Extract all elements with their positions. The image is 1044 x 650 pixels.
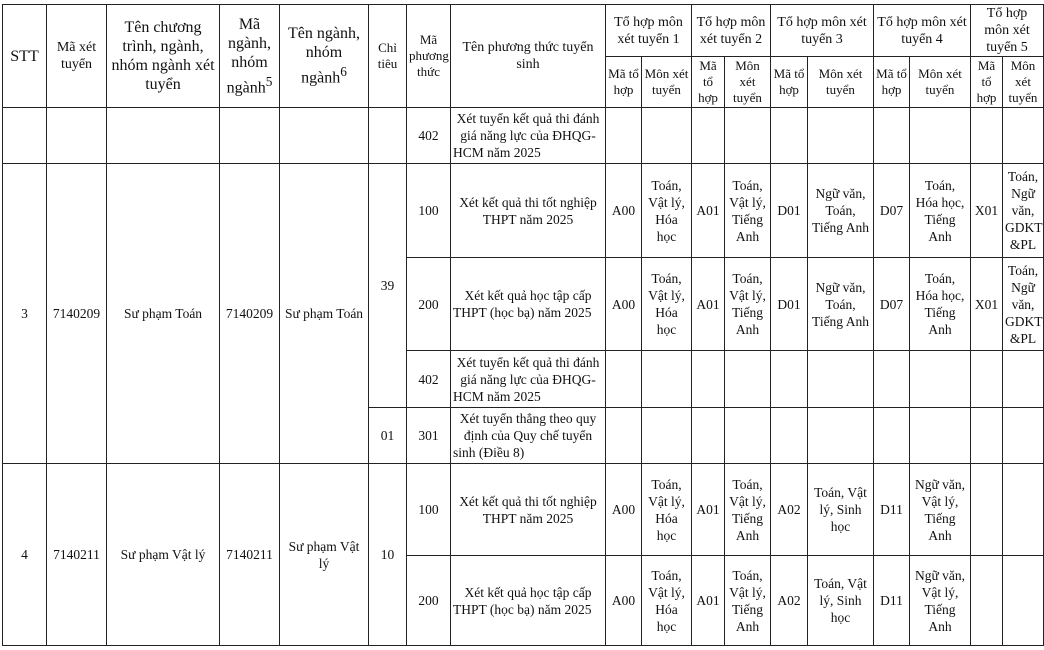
combo-subjects: Toán, Vật lý, Tiếng Anh — [725, 556, 771, 646]
cell-empty — [971, 556, 1003, 646]
program-stt: 4 — [3, 464, 47, 646]
cell-empty — [47, 108, 107, 164]
cell-empty — [771, 408, 808, 464]
combo-code: D11 — [874, 464, 910, 556]
cell-empty — [874, 351, 910, 408]
cell-empty — [725, 351, 771, 408]
combo-subjects: Toán, Vật lý, Tiếng Anh — [725, 258, 771, 351]
header-ma-xet-tuyen: Mã xét tuyển — [47, 5, 107, 108]
combo-subjects: Toán, Vật lý, Hóa học — [642, 556, 692, 646]
cell-empty — [606, 351, 642, 408]
combo-code: A01 — [692, 164, 725, 258]
combo-code: A02 — [771, 556, 808, 646]
header-mon-xet-tuyen: Môn xét tuyển — [910, 57, 971, 108]
cell-empty — [1003, 108, 1044, 164]
cell-empty — [280, 108, 369, 164]
cell-empty — [771, 351, 808, 408]
header-ten-nganh-footnote: 6 — [340, 64, 347, 80]
table-row — [3, 464, 1044, 556]
combo-code: D01 — [771, 164, 808, 258]
combo-code: A00 — [606, 556, 642, 646]
combo-subjects: Toán, Vật lý, Hóa học — [642, 258, 692, 351]
combo-code: D07 — [874, 164, 910, 258]
cell-empty — [1003, 351, 1044, 408]
header-ten-nganh-text: Tên ngành, nhóm ngành — [288, 25, 360, 87]
header-ma-to-hop: Mã tổ hợp — [606, 57, 642, 108]
cell-empty — [725, 108, 771, 164]
method-code: 402 — [407, 351, 451, 408]
combo-subjects: Toán, Vật lý, Sinh học — [808, 464, 874, 556]
method-code: 200 — [407, 556, 451, 646]
combo-code: D01 — [771, 258, 808, 351]
combo-code: A01 — [692, 464, 725, 556]
program-ma-xet-tuyen: 7140209 — [47, 164, 107, 464]
combo-code: X01 — [971, 258, 1003, 351]
combo-code: D07 — [874, 258, 910, 351]
header-to-hop-4: Tổ hợp môn xét tuyển 4 — [874, 5, 971, 57]
method-code: 200 — [407, 258, 451, 351]
combo-subjects: Toán, Hóa học, Tiếng Anh — [910, 258, 971, 351]
cell-empty — [606, 408, 642, 464]
cell-empty — [692, 408, 725, 464]
method-name: Xét tuyển kết quả thi đánh giá năng lực của ĐHQG-HCM năm 2025 — [451, 351, 606, 408]
header-chi-tieu: Chỉ tiêu — [369, 5, 407, 108]
program-ma-nganh: 7140211 — [220, 464, 280, 646]
header-ten-nganh — [280, 5, 369, 108]
cell-empty — [220, 108, 280, 164]
cell-empty — [1003, 556, 1044, 646]
combo-subjects: Toán, Hóa học, Tiếng Anh — [910, 164, 971, 258]
cell-empty — [874, 108, 910, 164]
combo-subjects: Toán, Ngữ văn, GDKT &PL — [1003, 258, 1044, 351]
cell-empty — [3, 108, 47, 164]
method-code: 100 — [407, 164, 451, 258]
table-row — [3, 164, 1044, 258]
cell-empty — [642, 408, 692, 464]
cell-empty — [971, 464, 1003, 556]
cell-empty — [1003, 408, 1044, 464]
header-ma-phuong-thuc: Mã phương thức — [407, 5, 451, 108]
combo-code: D11 — [874, 556, 910, 646]
cell-empty — [642, 351, 692, 408]
header-ma-to-hop: Mã tổ hợp — [971, 57, 1003, 108]
combo-subjects: Ngữ văn, Vật lý, Tiếng Anh — [910, 464, 971, 556]
combo-subjects: Ngữ văn, Toán, Tiếng Anh — [808, 164, 874, 258]
cell-empty — [692, 351, 725, 408]
table-row — [3, 108, 1044, 164]
combo-code: A00 — [606, 258, 642, 351]
method-name: Xét kết quả học tập cấp THPT (học bạ) năm 2025 — [451, 556, 606, 646]
cell-empty — [910, 351, 971, 408]
combo-subjects: Toán, Ngữ văn, GDKT &PL — [1003, 164, 1044, 258]
program-ma-xet-tuyen: 7140211 — [47, 464, 107, 646]
cell-empty — [725, 408, 771, 464]
program-ten-nganh: Sư phạm Toán — [280, 164, 369, 464]
combo-subjects: Ngữ văn, Vật lý, Tiếng Anh — [910, 556, 971, 646]
header-ma-nganh — [220, 5, 280, 108]
program-ten-nganh: Sư phạm Vật lý — [280, 464, 369, 646]
combo-subjects: Ngữ văn, Toán, Tiếng Anh — [808, 258, 874, 351]
cell-empty — [971, 108, 1003, 164]
combo-code: A01 — [692, 556, 725, 646]
header-mon-xet-tuyen: Môn xét tuyển — [725, 57, 771, 108]
header-mon-xet-tuyen: Môn xét tuyển — [1003, 57, 1044, 108]
program-stt: 3 — [3, 164, 47, 464]
header-to-hop-1: Tổ hợp môn xét tuyển 1 — [606, 5, 692, 57]
program-ten-chuong-trinh: Sư phạm Vật lý — [107, 464, 220, 646]
method-code: 100 — [407, 464, 451, 556]
method-code: 301 — [407, 408, 451, 464]
header-to-hop-2: Tổ hợp môn xét tuyển 2 — [692, 5, 771, 57]
header-ma-nganh-footnote: 5 — [265, 73, 273, 89]
method-name: Xét kết quả thi tốt nghiệp THPT năm 2025 — [451, 464, 606, 556]
combo-code: A00 — [606, 164, 642, 258]
program-ma-nganh: 7140209 — [220, 164, 280, 464]
header-ma-nganh-text: Mã ngành, nhóm ngành — [226, 15, 272, 97]
combo-subjects: Toán, Vật lý, Sinh học — [808, 556, 874, 646]
program-quota-direct: 01 — [369, 408, 407, 464]
cell-empty — [1003, 464, 1044, 556]
cell-empty — [369, 108, 407, 164]
program-quota: 10 — [369, 464, 407, 646]
header-mon-xet-tuyen: Môn xét tuyển — [808, 57, 874, 108]
header-ma-to-hop: Mã tổ hợp — [874, 57, 910, 108]
combo-subjects: Toán, Vật lý, Tiếng Anh — [725, 464, 771, 556]
header-ma-to-hop: Mã tổ hợp — [771, 57, 808, 108]
cell-empty — [808, 408, 874, 464]
method-name: Xét kết quả học tập cấp THPT (học bạ) năm 2025 — [451, 258, 606, 351]
method-name: Xét tuyển kết quả thi đánh giá năng lực của ĐHQG-HCM năm 2025 — [451, 108, 606, 164]
cell-empty — [874, 408, 910, 464]
combo-subjects: Toán, Vật lý, Hóa học — [642, 164, 692, 258]
combo-code: A02 — [771, 464, 808, 556]
header-ten-phuong-thuc: Tên phương thức tuyển sinh — [451, 5, 606, 108]
combo-subjects: Toán, Vật lý, Hóa học — [642, 464, 692, 556]
program-ten-chuong-trinh: Sư phạm Toán — [107, 164, 220, 464]
program-quota: 39 — [369, 164, 407, 408]
cell-empty — [771, 108, 808, 164]
combo-code: A00 — [606, 464, 642, 556]
cell-empty — [808, 351, 874, 408]
cell-empty — [971, 351, 1003, 408]
header-row-top — [3, 5, 1044, 57]
cell-empty — [971, 408, 1003, 464]
cell-empty — [692, 108, 725, 164]
header-ten-chuong-trinh: Tên chương trình, ngành, nhóm ngành xét tuyển — [107, 5, 220, 108]
cell-empty — [606, 108, 642, 164]
method-name: Xét kết quả thi tốt nghiệp THPT năm 2025 — [451, 164, 606, 258]
admissions-table — [2, 4, 1044, 646]
cell-empty — [910, 408, 971, 464]
combo-code: X01 — [971, 164, 1003, 258]
header-stt: STT — [3, 5, 47, 108]
cell-empty — [808, 108, 874, 164]
header-to-hop-3: Tổ hợp môn xét tuyển 3 — [771, 5, 874, 57]
method-name: Xét tuyển thẳng theo quy định của Quy chế tuyển sinh (Điều 8) — [451, 408, 606, 464]
header-to-hop-5: Tổ hợp môn xét tuyển 5 — [971, 5, 1044, 57]
header-ma-to-hop: Mã tổ hợp — [692, 57, 725, 108]
combo-subjects: Toán, Vật lý, Tiếng Anh — [725, 164, 771, 258]
method-code: 402 — [407, 108, 451, 164]
cell-empty — [642, 108, 692, 164]
cell-empty — [910, 108, 971, 164]
header-mon-xet-tuyen: Môn xét tuyển — [642, 57, 692, 108]
cell-empty — [107, 108, 220, 164]
combo-code: A01 — [692, 258, 725, 351]
